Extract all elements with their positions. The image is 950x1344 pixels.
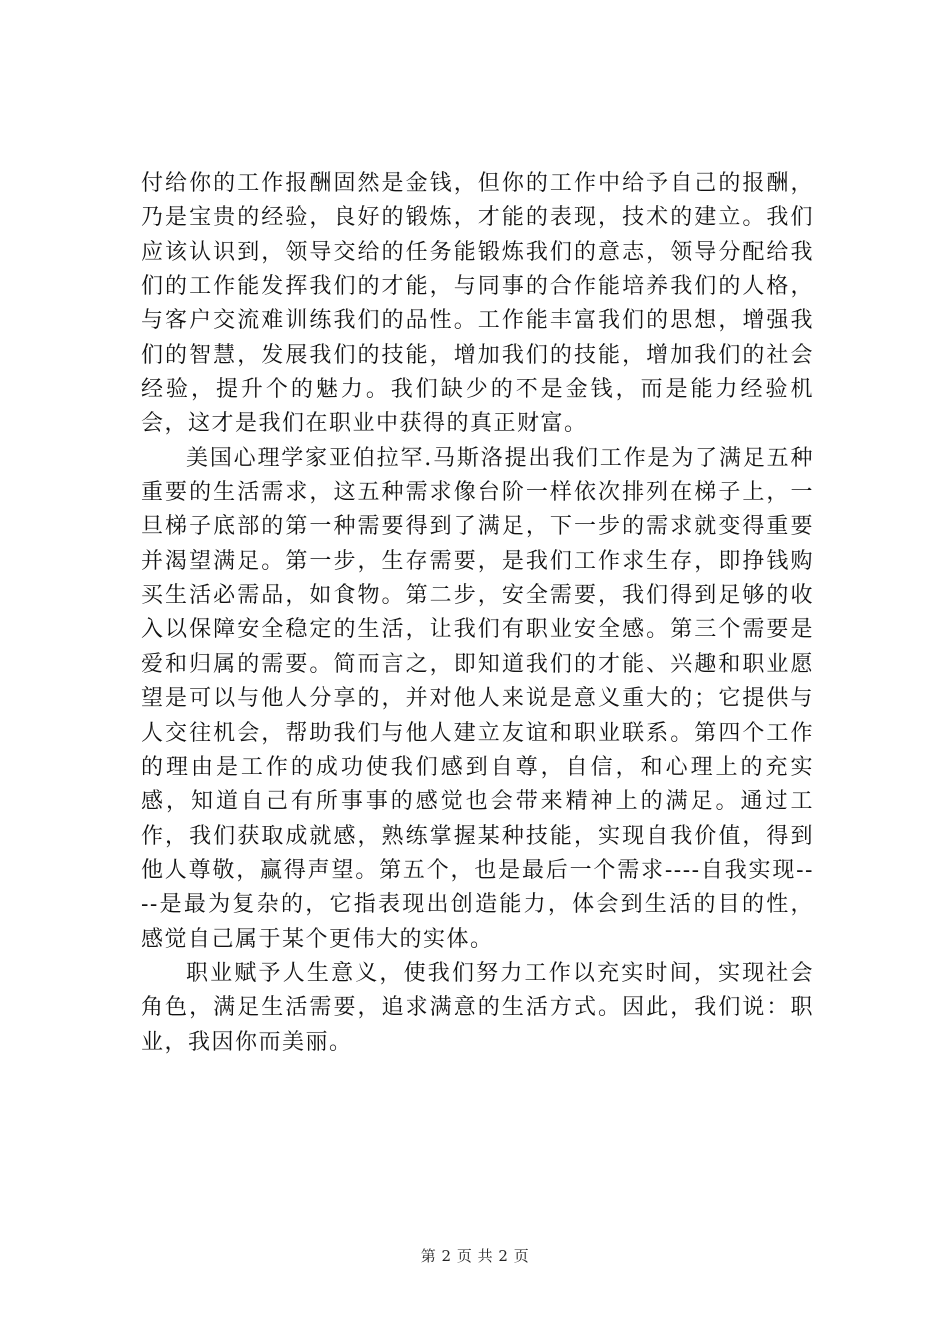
document-body bbox=[141, 167, 814, 1060]
page-footer: 第 2 页 共 2 页 bbox=[420, 1247, 530, 1265]
paragraph-2: 美国心理学家亚伯拉罕.马斯洛提出我们工作是为了满足五种重要的生活需求，这五种需求像台阶一样依次排列在梯子上，一旦梯子底部的第一种需要得到了满足，下一步的需求就变得重要并渴望满足。第一步，生存需要，是我们工作求生存，即挣钱购买生活必需品，如食物。第二步，安全需要，我们得到足够的收入以保障安全稳定的生活，让我们有职业安全感。第三个需要是爱和归属的需要。简而言之，即知道我们的才能、兴趣和职业愿望是可以与他人分享的，并对他人来说是意义重大的；它提供与人交往机会，帮助我们与他人建立友谊和职业联系。第四个工作的理由是工作的成功使我们感到自尊，自信，和心理上的充实感，知道自己有所事事的感觉也会带来精神上的满足。通过工作，我们获取成就感，熟练掌握某种技能，实现自我价值，得到他人尊敬，赢得声望。第五个，也是最后一个需求----自我实现----是最为复杂的，它指表现出创造能力，体会到生活的目的性，感觉自己属于某个更伟大的实体。 bbox=[141, 445, 814, 952]
paragraph-3: 职业赋予人生意义，使我们努力工作以充实时间，实现社会角色，满足生活需要，追求满意的生活方式。因此，我们说：职业，我因你而美丽。 bbox=[141, 960, 814, 1055]
paragraph-1: 付给你的工作报酬固然是金钱，但你的工作中给予自己的报酬，乃是宝贵的经验，良好的锻炼，才能的表现，技术的建立。我们应该认识到，领导交给的任务能锻炼我们的意志，领导分配给我们的工作能发挥我们的才能，与同事的合作能培养我们的人格，与客户交流难训练我们的品性。工作能丰富我们的思想，增强我们的智慧，发展我们的技能，增加我们的技能，增加我们的社会经验，提升个的魅力。我们缺少的不是金钱，而是能力经验机会，这才是我们在职业中获得的真正财富。 bbox=[141, 171, 814, 437]
